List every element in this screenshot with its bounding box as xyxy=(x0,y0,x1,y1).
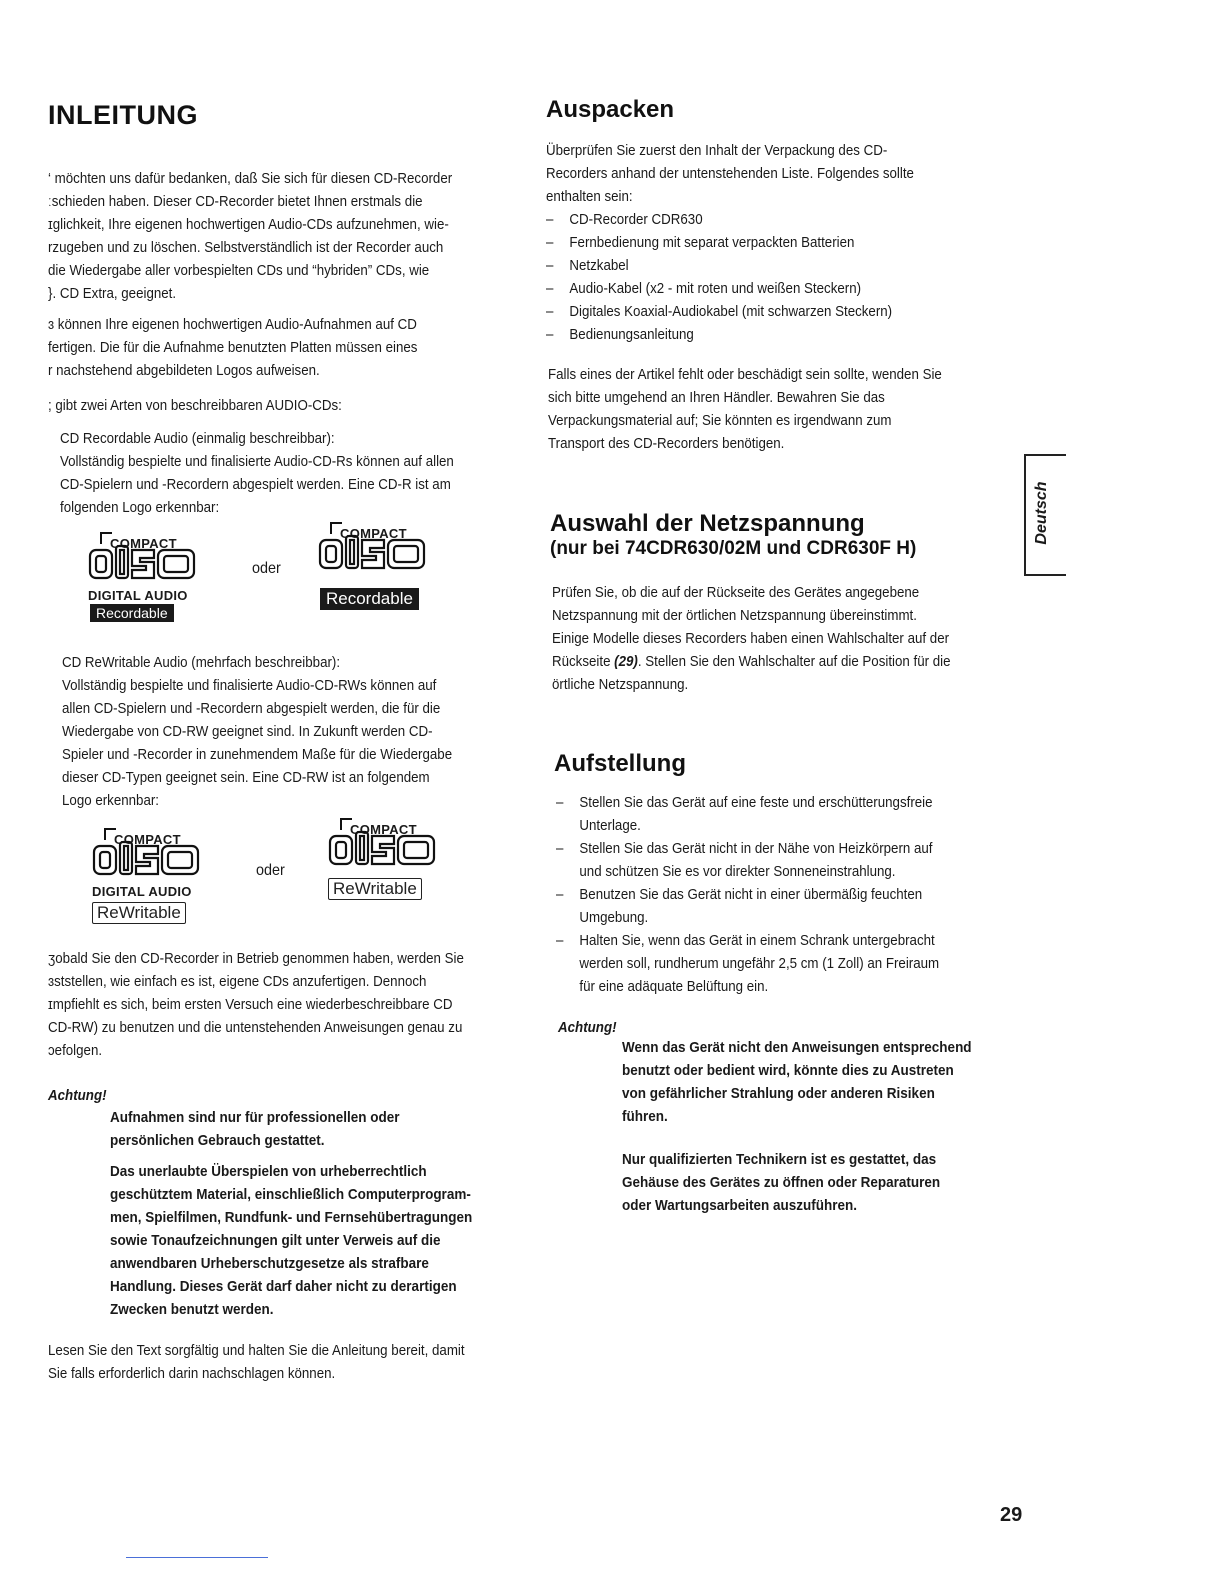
cdr-heading: CD Recordable Audio (einmalig beschreibbar): xyxy=(60,431,335,447)
text-fragment: Rückseite xyxy=(552,654,615,670)
cdr-section xyxy=(60,428,454,520)
text-line: Einige Modelle dieses Recorders haben einen Wahlschalter auf der xyxy=(552,631,950,647)
text-fragment: . Stellen Sie den Wahlschalter auf die Position für die xyxy=(637,654,951,670)
logo-digital-audio-text: DIGITAL AUDIO xyxy=(88,588,188,603)
text-line: Vollständig bespielte und finalisierte Audio-CD-RWs können auf xyxy=(62,678,437,694)
aufstellung-heading: Aufstellung xyxy=(554,750,686,777)
text-line: sich bitte umgehend an Ihren Händler. Bewahren Sie das xyxy=(548,390,885,406)
text-line xyxy=(552,651,951,674)
text-line: ɔefolgen. xyxy=(48,1043,103,1059)
auspacken-heading: Auspacken xyxy=(546,96,675,123)
list-item: – Netzkabel xyxy=(546,255,914,278)
warning-label: Achtung! xyxy=(48,1088,107,1104)
text-line: Prüfen Sie, ob die auf der Rückseite des Gerätes angegebene xyxy=(552,585,920,601)
text-line: Handlung. Dieses Gerät darf daher nicht zu derartigen xyxy=(110,1278,457,1295)
compact-disc-rewritable-logo xyxy=(328,816,448,916)
copyright-warning xyxy=(110,1160,472,1321)
compact-disc-digital-audio-rewritable-logo xyxy=(92,826,212,926)
netzspannung-paragraph xyxy=(552,582,951,697)
text-line: Nur qualifizierten Technikern ist es gestattet, das xyxy=(622,1151,937,1168)
text-line: men, Spielfilmen, Rundfunk- und Fernsehübertragungen xyxy=(110,1209,473,1226)
language-side-tab xyxy=(1024,454,1066,576)
text-line: Wenn das Gerät nicht den Anweisungen entsprechend xyxy=(622,1039,972,1056)
text-line: enthalten sein: xyxy=(546,189,633,205)
text-line: dieser CD-Typen geeignet sein. Eine CD-RW ist an folgendem xyxy=(62,770,430,786)
text-line: Netzspannung mit der örtlichen Netzspannung übereinstimmt. xyxy=(552,608,917,624)
text-line: Das unerlaubte Überspielen von urheberrechtlich xyxy=(110,1163,427,1180)
intro-paragraph xyxy=(48,168,452,306)
text-line: sowie Tonaufzeichnungen gilt unter Verweis auf die xyxy=(110,1232,441,1249)
oder-text: oder xyxy=(252,560,281,577)
text-line: Verpackungsmaterial auf; Sie könnten es irgendwann zum xyxy=(548,413,892,429)
format-paragraph xyxy=(48,314,417,383)
text-line: Aufnahmen sind nur für professionellen oder xyxy=(110,1109,400,1126)
list-item: – Bedienungsanleitung xyxy=(546,324,914,347)
text-line: Zwecken benutzt werden. xyxy=(110,1301,274,1318)
netzspannung-heading: Auswahl der Netzspannung xyxy=(550,510,865,537)
auspacken-section xyxy=(546,140,914,347)
text-line: }. CD Extra, geeignet. xyxy=(48,286,177,302)
text-line: Lesen Sie den Text sorgfältig und halten Sie die Anleitung bereit, damit xyxy=(48,1343,465,1359)
text-line: ɪglichkeit, Ihre eigenen hochwertigen Audio-CDs aufzunehmen, wie- xyxy=(48,217,449,233)
reference-number: (29) xyxy=(614,654,638,670)
compact-disc-digital-audio-recordable-logo xyxy=(88,530,208,630)
text-line: allen CD-Spielern und -Recordern abgespielt werden, die für die xyxy=(62,701,441,717)
language-label: Deutsch xyxy=(1033,481,1050,545)
rewritable-badge: ReWritable xyxy=(92,902,186,924)
disc-logo-icon xyxy=(318,534,428,572)
text-line: Falls eines der Artikel fehlt oder beschädigt sein sollte, wenden Sie xyxy=(548,367,942,383)
netzspannung-subheading: (nur bei 74CDR630/02M und CDR630F H) xyxy=(550,538,917,559)
list-item: – CD-Recorder CDR630 xyxy=(546,209,914,232)
text-line: folgenden Logo erkennbar: xyxy=(60,500,220,516)
list-item: – Benutzen Sie das Gerät nicht in einer übermäßig feuchten Umgebung. xyxy=(556,884,939,930)
rewritable-badge: ReWritable xyxy=(328,878,422,900)
types-paragraph xyxy=(48,395,342,418)
text-line: CD-RW) zu benutzen und die untenstehenden Anweisungen genau zu xyxy=(48,1020,463,1036)
disc-logo-icon xyxy=(88,544,198,582)
footer-rule xyxy=(126,1557,268,1558)
text-line: Transport des CD-Recorders benötigen. xyxy=(548,436,785,452)
text-line: von gefährlicher Strahlung oder anderen Risiken xyxy=(622,1085,935,1102)
aufstellung-list xyxy=(556,792,939,999)
cdrw-heading: CD ReWritable Audio (mehrfach beschreibbar): xyxy=(62,655,341,671)
logo-compact-text: COMPACT xyxy=(350,822,417,837)
logo-compact-text: COMPACT xyxy=(114,832,181,847)
radiation-warning xyxy=(622,1036,972,1128)
compact-disc-recordable-logo xyxy=(318,520,438,620)
logo-digital-audio-text: DIGITAL AUDIO xyxy=(92,884,192,899)
text-line: ‘ möchten uns dafür bedanken, daß Sie sich für diesen CD-Recorder xyxy=(48,171,453,187)
text-line: oder Wartungsarbeiten auszuführen. xyxy=(622,1197,858,1214)
logo-compact-text: COMPACT xyxy=(110,536,177,551)
text-line: geschütztem Material, einschließlich Computerprogram- xyxy=(110,1186,471,1203)
text-line: örtliche Netzspannung. xyxy=(552,677,689,693)
text-line: benutzt oder bedient wird, könnte dies zu Austreten xyxy=(622,1062,954,1079)
list-item: – Stellen Sie das Gerät nicht in der Nähe von Heizkörpern auf und schützen Sie es vor direkter Sonneneinstrahlung. xyxy=(556,838,939,884)
text-line: Recorders anhand der untenstehenden Liste. Folgendes sollte xyxy=(546,166,914,182)
service-warning xyxy=(622,1148,940,1217)
contents-list xyxy=(546,209,914,347)
list-item: – Audio-Kabel (x2 - mit roten und weißen Steckern) xyxy=(546,278,914,301)
logo-compact-text: COMPACT xyxy=(340,526,407,541)
page-title: INLEITUNG xyxy=(48,100,198,130)
text-line: ɜststellen, wie einfach es ist, eigene CDs anzufertigen. Dennoch xyxy=(48,974,427,990)
warning-text xyxy=(110,1106,400,1152)
recordable-badge: Recordable xyxy=(90,604,174,622)
closing-paragraph xyxy=(48,1340,465,1386)
text-line: Spieler und -Recorder in zunehmendem Maße für die Wiedergabe xyxy=(62,747,453,763)
text-line: Logo erkennbar: xyxy=(62,793,160,809)
list-item: – Stellen Sie das Gerät auf eine feste und erschütterungsfreie Unterlage. xyxy=(556,792,939,838)
warning-label: Achtung! xyxy=(558,1020,617,1036)
text-line: Sie falls erforderlich darin nachschlagen können. xyxy=(48,1366,336,1382)
cdrw-section xyxy=(62,652,452,813)
list-item: – Fernbedienung mit separat verpackten Batterien xyxy=(546,232,914,255)
text-line: r nachstehend abgebildeten Logos aufweisen. xyxy=(48,363,320,379)
text-line: fertigen. Die für die Aufnahme benutzten Platten müssen eines xyxy=(48,340,418,356)
text-line: ɜ können Ihre eigenen hochwertigen Audio-Aufnahmen auf CD xyxy=(48,317,417,333)
text-line: Wiedergabe von CD-RW geeignet sind. In Zukunft werden CD- xyxy=(62,724,433,740)
text-line: die Wiedergabe aller vorbespielten CDs und “hybriden” CDs, wie xyxy=(48,263,430,279)
list-item: – Digitales Koaxial-Audiokabel (mit schwarzen Steckern) xyxy=(546,301,914,324)
text-line: Gehäuse des Gerätes zu öffnen oder Reparaturen xyxy=(622,1174,941,1191)
oder-text: oder xyxy=(256,862,285,879)
text-line: ʒobald Sie den CD-Recorder in Betrieb genommen haben, werden Sie xyxy=(48,951,464,967)
text-line: anwendbaren Urheberschutzgesetze als strafbare xyxy=(110,1255,429,1272)
text-line: CD-Spielern und -Recordern abgespielt werden. Eine CD-R ist am xyxy=(60,477,451,493)
text-line: persönlichen Gebrauch gestattet. xyxy=(110,1132,325,1149)
text-line: ːschieden haben. Dieser CD-Recorder bietet Ihnen erstmals die xyxy=(48,194,423,210)
recordable-badge: Recordable xyxy=(320,588,419,610)
start-paragraph xyxy=(48,948,464,1063)
disc-logo-icon xyxy=(92,840,202,878)
text-line: ɪmpfiehlt es sich, beim ersten Versuch eine wiederbeschreibbare CD xyxy=(48,997,453,1013)
auspacken-outro xyxy=(548,364,942,456)
text-line: rzugeben und zu löschen. Selbstverständlich ist der Recorder auch xyxy=(48,240,444,256)
text-line: Überprüfen Sie zuerst den Inhalt der Verpackung des CD- xyxy=(546,143,888,159)
disc-logo-icon xyxy=(328,830,438,868)
page-number: 29 xyxy=(1000,1504,1023,1526)
text-line: führen. xyxy=(622,1108,668,1125)
text-line: ; gibt zwei Arten von beschreibbaren AUDIO-CDs: xyxy=(48,398,342,414)
list-item: – Halten Sie, wenn das Gerät in einem Schrank untergebracht werden soll, rundherum ungefähr 2,5 cm (1 Zoll) an Freiraum für eine adäquate Belüftung ein. xyxy=(556,930,939,999)
text-line: Vollständig bespielte und finalisierte Audio-CD-Rs können auf allen xyxy=(60,454,454,470)
